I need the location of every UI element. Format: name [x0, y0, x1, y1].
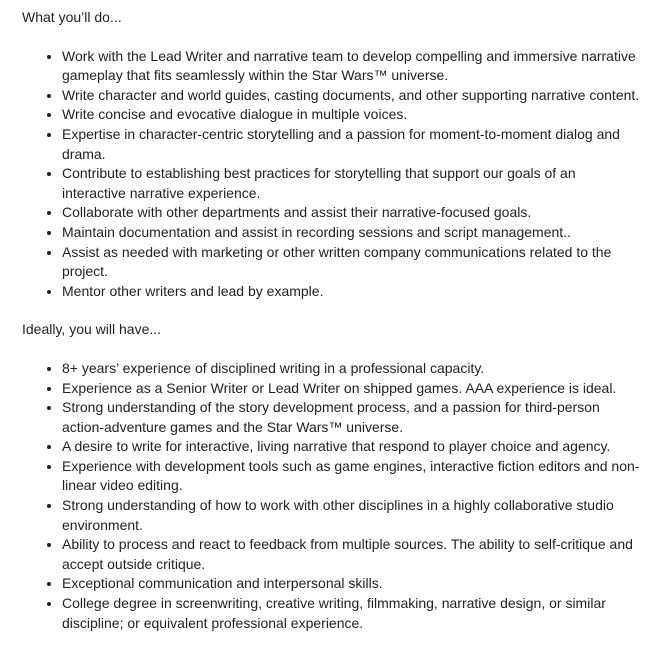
- list-item: • Collaborate with other departments and assist their narrative-focused goals.: [62, 203, 642, 223]
- list-item: • Experience as a Senior Writer or Lead Writer on shipped games. AAA experience is ideal.: [62, 379, 642, 399]
- section-heading-responsibilities: What you’ll do...: [22, 9, 122, 25]
- list-item: • Write character and world guides, casting documents, and other supporting narrative content.: [62, 86, 642, 106]
- responsibilities-list: [22, 47, 642, 302]
- list-item: • Strong understanding of the story development process, and a passion for third-person action-adventure games and the Star Wars™ universe.: [62, 398, 642, 437]
- list-item: • Mentor other writers and lead by example.: [62, 282, 642, 302]
- list-item: • Expertise in character-centric storytelling and a passion for moment-to-moment dialog and drama.: [62, 125, 642, 164]
- qualifications-list: [22, 359, 642, 633]
- list-item: • Work with the Lead Writer and narrative team to develop compelling and immersive narrative gameplay that fits seamlessly within the Star Wars™ universe.: [62, 47, 642, 86]
- section-heading-qualifications: Ideally, you will have...: [22, 321, 162, 338]
- list-item: • Assist as needed with marketing or other written company communications related to the project.: [62, 243, 642, 282]
- list-item: • Maintain documentation and assist in recording sessions and script management..: [62, 223, 642, 243]
- list-item: • Strong understanding of how to work with other disciplines in a highly collaborative studio environment.: [62, 496, 642, 535]
- list-item: • Exceptional communication and interpersonal skills.: [62, 574, 642, 594]
- list-item: • A desire to write for interactive, living narrative that respond to player choice and agency.: [62, 437, 642, 457]
- list-item: • Experience with development tools such as game engines, interactive fiction editors and non-linear video editing.: [62, 457, 642, 496]
- list-item: • Ability to process and react to feedback from multiple sources. The ability to self-critique and accept outside critique.: [62, 535, 642, 574]
- list-item: • 8+ years’ experience of disciplined writing in a professional capacity.: [62, 359, 642, 379]
- list-item: • Write concise and evocative dialogue in multiple voices.: [62, 105, 642, 125]
- list-item: • College degree in screenwriting, creative writing, filmmaking, narrative design, or similar discipline; or equivalent professional experience.: [62, 594, 642, 633]
- list-item: • Contribute to establishing best practices for storytelling that support our goals of an interactive narrative experience.: [62, 164, 642, 203]
